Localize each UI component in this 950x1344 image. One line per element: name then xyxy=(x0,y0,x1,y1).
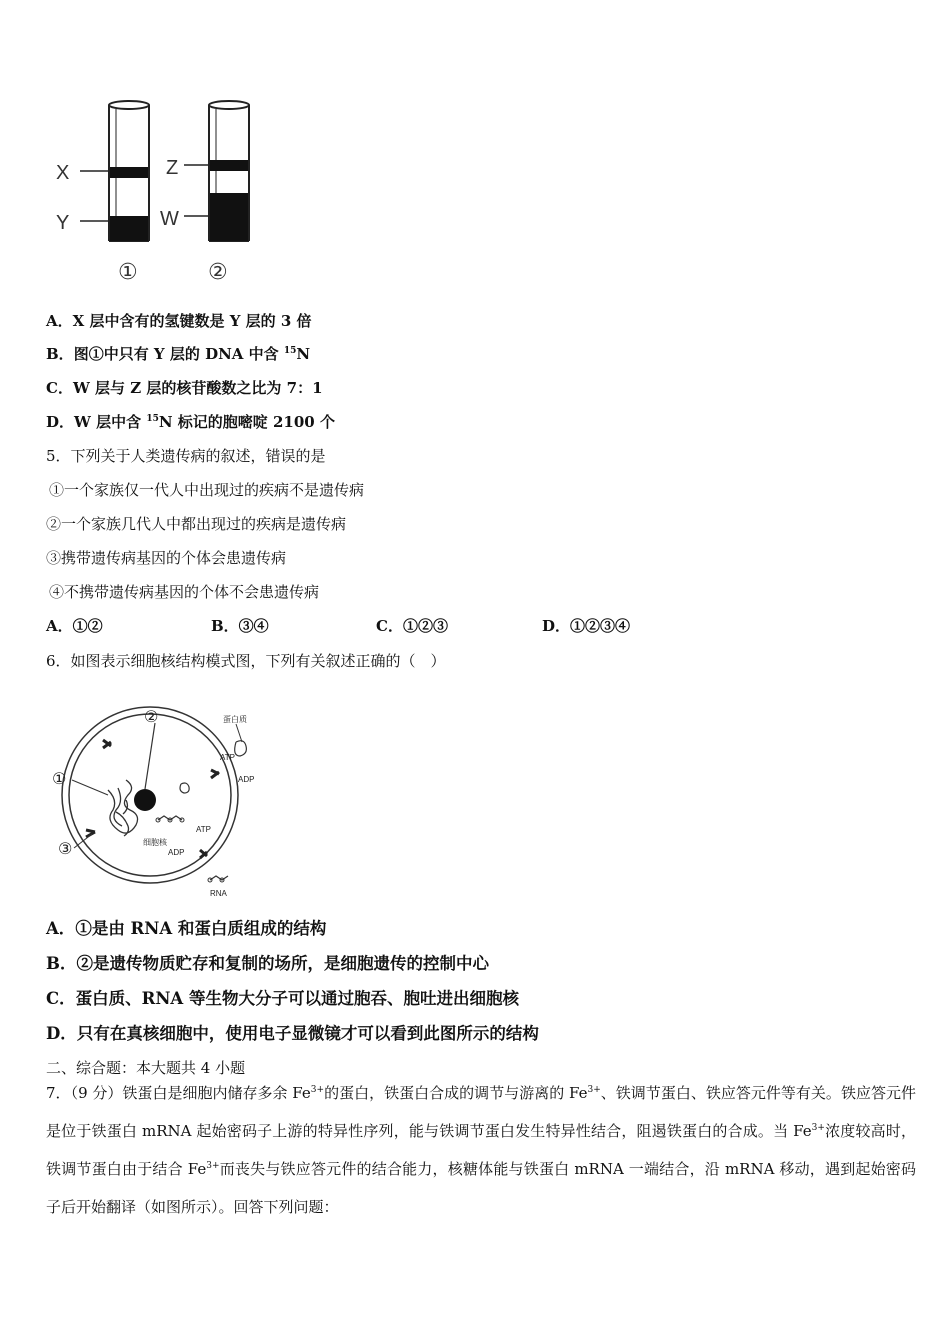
q6-option-c xyxy=(46,989,519,1009)
label-y: Y xyxy=(56,212,70,234)
q6-stem: 6．如图表示细胞核结构模式图，下列有关叙述正确的（ ） xyxy=(46,652,446,670)
q4-option-a-text: X 层中含有的氢键数是 Y 层的 3 倍 xyxy=(72,312,312,330)
q4-option-a xyxy=(46,311,312,331)
fig-label-3: ③ xyxy=(58,841,73,858)
fig-label-2: ② xyxy=(144,709,159,726)
q6-option-a xyxy=(46,919,326,939)
q5-choice-b: B．③④ xyxy=(211,617,269,635)
q6-option-d-letter: D． xyxy=(46,1024,77,1043)
q5-item-1: ①一个家族仅一代人中出现过的疾病不是遗传病 xyxy=(49,481,365,499)
q7-sup-1: 3+ xyxy=(310,1085,325,1095)
q5-choice-c: C．①②③ xyxy=(376,617,448,635)
band-w xyxy=(210,193,248,241)
q4-option-b-letter: B． xyxy=(46,345,74,363)
fig-label-rna: RNA xyxy=(210,889,227,898)
fig-label-chromatin: 细胞核 xyxy=(143,838,167,847)
q4-option-d-tail: N 标记的胞嘧啶 2100 个 xyxy=(158,413,335,431)
q6-option-b-text: ②是遗传物质贮存和复制的场所，是细胞遗传的控制中心 xyxy=(76,954,489,973)
q6-option-c-letter: C． xyxy=(46,989,76,1008)
band-x xyxy=(110,167,148,178)
q4-option-d-sup: 15 xyxy=(146,414,159,424)
fig-label-adp-bottom: ADP xyxy=(168,848,185,857)
q4-option-c xyxy=(46,378,323,398)
tube-2-number: ② xyxy=(208,259,228,284)
q5-choices xyxy=(46,616,746,636)
chromatin xyxy=(108,780,138,833)
band-y xyxy=(110,216,148,241)
nucleus-figure xyxy=(48,700,278,900)
q6-option-d xyxy=(46,1024,539,1044)
q5-item-2: ②一个家族几代人中都出现过的疾病是遗传病 xyxy=(46,515,347,533)
section-2-heading: 二、综合题：本大题共 4 小题 xyxy=(46,1059,246,1077)
q5-choice-a: A．①② xyxy=(46,617,103,635)
q5-item-3: ③携带遗传病基因的个体会患遗传病 xyxy=(46,549,287,567)
q5-item-4: ④不携带遗传病基因的个体不会患遗传病 xyxy=(49,583,320,601)
q7-part-3: 、铁调节蛋白、铁应答元件等有关。铁应答元件是位于铁蛋白 mRNA 起始密码子上游的特异性序列，能与铁调节蛋白发生特异性结合，阻遏铁蛋白的合成。当 Fe xyxy=(46,1084,916,1140)
tubes-figure xyxy=(40,95,270,290)
label-w: W xyxy=(160,208,179,230)
nucleolus xyxy=(134,789,156,811)
label-z: Z xyxy=(166,157,179,179)
q7-part-2: 的蛋白，铁蛋白合成的调节与游离的 Fe xyxy=(324,1084,588,1102)
fig-label-atp-bottom: ATP xyxy=(196,825,211,834)
q4-option-b-text: 图①中只有 Y 层的 DNA 中含 xyxy=(73,345,284,363)
q7-sup-3: 3+ xyxy=(811,1123,825,1133)
q6-option-d-text: 只有在真核细胞中，使用电子显微镜才可以看到此图所示的结构 xyxy=(76,1024,539,1043)
q6-option-b xyxy=(46,954,489,974)
q4-option-b-tail: N xyxy=(296,345,311,363)
q6-option-b-letter: B． xyxy=(46,954,77,973)
q4-option-d-letter: D． xyxy=(46,413,75,431)
fig-label-atp-top: ATP xyxy=(220,753,235,762)
q6-option-a-text: ①是由 RNA 和蛋白质组成的结构 xyxy=(75,919,327,938)
q7-sup-4: 3+ xyxy=(206,1161,220,1171)
q7-sup-2: 3+ xyxy=(587,1085,601,1095)
tube-1-number: ① xyxy=(118,259,138,284)
q4-option-a-letter: A． xyxy=(46,312,73,330)
band-z xyxy=(210,160,248,171)
fig-label-1: ① xyxy=(52,771,67,788)
fig-label-protein: 蛋白质 xyxy=(223,715,247,724)
q6-option-c-text: 蛋白质、RNA 等生物大分子可以通过胞吞、胞吐进出细胞核 xyxy=(75,989,519,1008)
q4-option-c-letter: C． xyxy=(46,379,73,397)
q7-part-4: 浓度较高时，铁调节蛋白由于结合 Fe xyxy=(46,1122,916,1178)
q5-choice-d: D．①②③④ xyxy=(542,617,631,635)
label-x: X xyxy=(56,162,70,184)
q4-option-b xyxy=(46,344,310,364)
q5-stem: 5．下列关于人类遗传病的叙述，错误的是 xyxy=(46,447,326,465)
q7-paragraph xyxy=(46,1074,916,1226)
q6-option-a-letter: A． xyxy=(46,919,76,938)
q4-option-b-sup: 15 xyxy=(283,346,297,356)
q4-option-c-text: W 层与 Z 层的核苷酸数之比为 7：1 xyxy=(72,379,323,397)
q7-part-5: 而丧失与铁应答元件的结合能力，核糖体能与铁蛋白 mRNA 一端结合，沿 mRNA 移动，遇到起始密码子后开始翻译（如图所示）。回答下列问题： xyxy=(46,1160,917,1216)
fig-label-adp-top: ADP xyxy=(238,775,255,784)
q4-option-d xyxy=(46,412,335,432)
q4-option-d-text: W 层中含 xyxy=(74,413,147,431)
q7-part-1: 7．（9 分）铁蛋白是细胞内储存多余 Fe xyxy=(46,1084,311,1102)
